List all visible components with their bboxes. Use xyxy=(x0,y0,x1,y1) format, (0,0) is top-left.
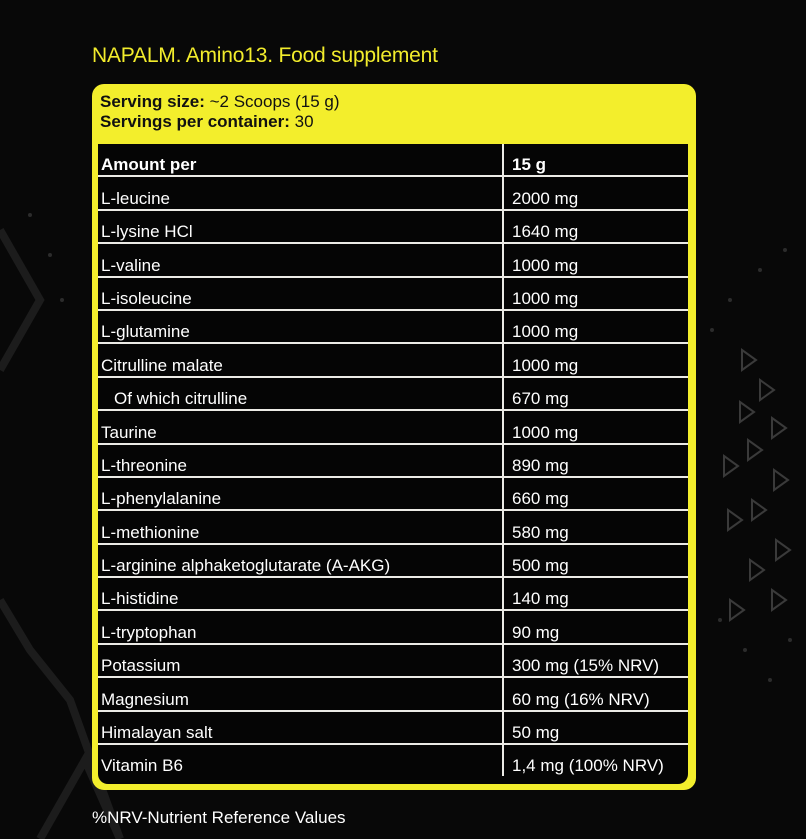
nutrient-amount: 1,4 mg (100% NRV) xyxy=(503,744,688,776)
table-row xyxy=(98,477,688,510)
table-row xyxy=(98,577,688,610)
table-row xyxy=(98,176,688,209)
nutrient-amount: 1000 mg xyxy=(503,243,688,276)
table-row xyxy=(98,210,688,243)
nutrient-name: L-methionine xyxy=(98,510,503,543)
nutrient-name: L-phenylalanine xyxy=(98,477,503,510)
table-row xyxy=(98,444,688,477)
nutrient-name: Magnesium xyxy=(98,677,503,710)
table-row xyxy=(98,377,688,410)
table-row xyxy=(98,277,688,310)
servings-per-container-line xyxy=(100,112,340,132)
nutrient-amount: 1000 mg xyxy=(503,410,688,443)
nutrient-amount: 1000 mg xyxy=(503,277,688,310)
supplement-facts-panel xyxy=(92,84,696,790)
nutrient-name: L-histidine xyxy=(98,577,503,610)
table-row xyxy=(98,744,688,776)
page-title: NAPALM. Amino13. Food supplement xyxy=(92,44,438,67)
nutrient-amount: 50 mg xyxy=(503,711,688,744)
nutrient-name: Potassium xyxy=(98,644,503,677)
header-serving-amount: 15 g xyxy=(503,144,688,176)
nutrient-name: L-lysine HCl xyxy=(98,210,503,243)
nutrient-amount: 670 mg xyxy=(503,377,688,410)
nutrient-amount: 300 mg (15% NRV) xyxy=(503,644,688,677)
nutrient-amount: 580 mg xyxy=(503,510,688,543)
serving-size-line xyxy=(100,92,340,112)
nutrient-amount: 90 mg xyxy=(503,610,688,643)
nutrient-name: Taurine xyxy=(98,410,503,443)
table-row xyxy=(98,510,688,543)
table-row xyxy=(98,243,688,276)
nutrient-name: L-tryptophan xyxy=(98,610,503,643)
nutrient-table-wrap xyxy=(98,144,688,784)
serving-info xyxy=(100,92,340,132)
nutrient-name: L-threonine xyxy=(98,444,503,477)
table-row xyxy=(98,544,688,577)
nutrient-amount: 500 mg xyxy=(503,544,688,577)
nutrient-name: Vitamin B6 xyxy=(101,756,183,776)
table-row xyxy=(98,310,688,343)
nutrient-table xyxy=(98,144,688,776)
table-row xyxy=(98,711,688,744)
serving-size-value: ~2 Scoops (15 g) xyxy=(204,92,340,111)
servings-per-container-label: Servings per container: xyxy=(100,112,290,131)
nutrient-amount: 1000 mg xyxy=(503,343,688,376)
header-amount-per: Amount per xyxy=(98,144,503,176)
serving-size-label: Serving size: xyxy=(100,92,205,111)
nutrient-amount: 2000 mg xyxy=(503,176,688,209)
nutrient-amount: 1640 mg xyxy=(503,210,688,243)
nutrient-name: Himalayan salt xyxy=(98,711,503,744)
nutrient-name: L-isoleucine xyxy=(98,277,503,310)
nutrient-name: L-arginine alphaketoglutarate (A-AKG) xyxy=(98,544,503,577)
nutrient-amount: 60 mg (16% NRV) xyxy=(503,677,688,710)
table-row xyxy=(98,677,688,710)
nutrient-amount: 660 mg xyxy=(503,477,688,510)
table-row xyxy=(98,644,688,677)
nutrient-amount: 1000 mg xyxy=(503,310,688,343)
nutrient-name: L-glutamine xyxy=(98,310,503,343)
table-header-row xyxy=(98,144,688,176)
table-row xyxy=(98,343,688,376)
nutrient-amount: 140 mg xyxy=(503,577,688,610)
footnote: %NRV-Nutrient Reference Values xyxy=(92,808,346,827)
servings-per-container-value: 30 xyxy=(289,112,314,131)
nutrient-name: Citrulline malate xyxy=(98,343,503,376)
table-row xyxy=(98,610,688,643)
table-row xyxy=(98,410,688,443)
nutrient-amount: 890 mg xyxy=(503,444,688,477)
nutrient-name: L-leucine xyxy=(98,176,503,209)
nutrient-name: L-valine xyxy=(98,243,503,276)
nutrient-name: Of which citrulline xyxy=(98,377,503,410)
